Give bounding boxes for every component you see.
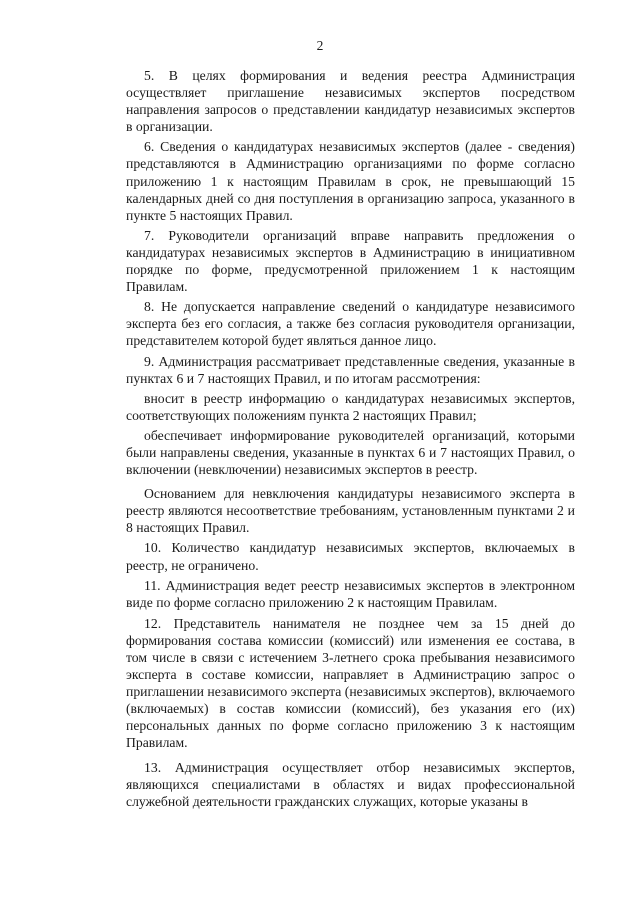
paragraph-11: 11. Администрация ведет реестр независимых экспертов в электронном виде по форме согласно приложению 2 к настоящим Правилам.: [126, 577, 575, 610]
paragraph-5: 5. В целях формирования и ведения реестра Администрация осуществляет приглашение независимых экспертов посредством направления запросов о представлении кандидатур независимых экспертов в организации.: [126, 68, 575, 135]
document-body: [126, 67, 575, 813]
paragraph-8: 8. Не допускается направление сведений о кандидатуре независимого эксперта без его согласия, а также без согласия руководителя организации, представителем которой будет являться данное лицо.: [126, 299, 575, 349]
page-number: 2: [316, 38, 324, 53]
paragraph-6: 6. Сведения о кандидатурах независимых экспертов (далее - сведения) представляются в Администрацию организациями по форме согласно приложению 1 к настоящим Правилам в срок, не превышающий 15 календарных дней со дня поступления в организацию запроса, указанного в пункте 5 настоящих Правил.: [126, 139, 575, 223]
paragraph-9: 9. Администрация рассматривает представленные сведения, указанные в пунктах 6 и 7 настоящих Правил, и по итогам рассмотрения:: [126, 353, 575, 386]
paragraph-9-item-2: обеспечивает информирование руководителей организаций, которыми были направлены сведения, указанные в пунктах 6 и 7 настоящих Правил, о включении (невключении) независимых экспертов в реестр.: [126, 427, 575, 478]
paragraph-non-inclusion-grounds: Основанием для невключения кандидатуры независимого эксперта в реестр являются несоответствие требованиям, установленным пунктами 2 и 8 настоящих Правил.: [126, 486, 575, 536]
paragraph-10: 10. Количество кандидатур независимых экспертов, включаемых в реестр, не ограничено.: [126, 540, 575, 573]
paragraph-12: 12. Представитель нанимателя не позднее чем за 15 дней до формирования состава комиссии (комиссий) или изменения ее состава, в том числе в связи с истечением 3-летнего срока пребывания независимого эксперта в составе комиссии, направляет в Администрацию запрос о приглашении независимого эксперта (независимых экспертов), включаемого (включаемых) в состав комиссии (комиссий), без указания его (их) персональных данных по форме согласно приложению 3 к настоящим Правилам.: [126, 615, 575, 751]
paragraph-9-item-1: вносит в реестр информацию о кандидатурах независимых экспертов, соответствующих положениям пункта 2 настоящих Правил;: [126, 390, 575, 423]
paragraph-7: 7. Руководители организаций вправе направить предложения о кандидатурах независимых экспертов в Администрацию в инициативном порядке по форме, предусмотренной приложением 1 к настоящим Правилам.: [126, 227, 575, 295]
paragraph-13: 13. Администрация осуществляет отбор независимых экспертов, являющихся специалистами в областях и видах профессиональной служебной деятельности гражданских служащих, которые указаны в: [126, 759, 575, 809]
